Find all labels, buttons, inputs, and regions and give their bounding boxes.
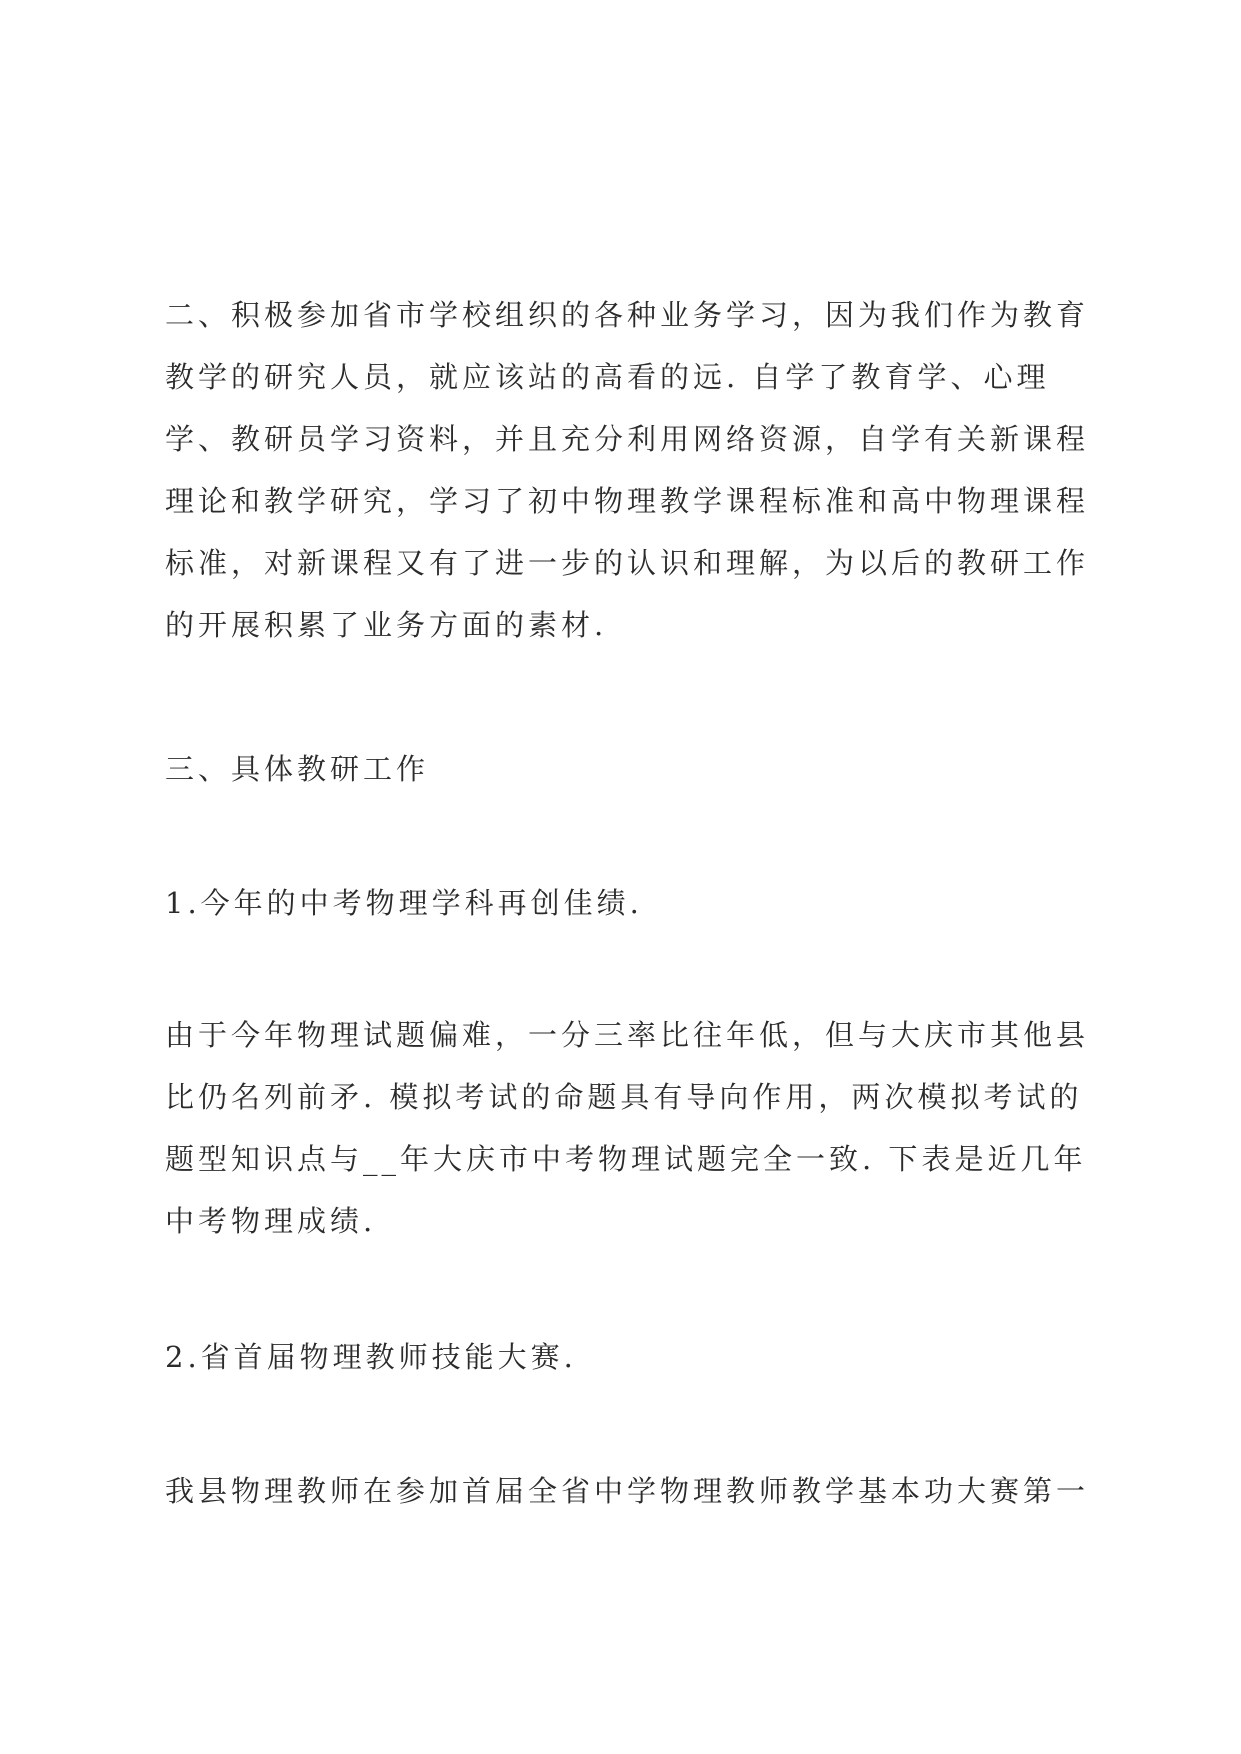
paragraph-exam-results xyxy=(165,1004,1095,1252)
item-heading xyxy=(165,1326,1095,1388)
paragraph-line: 中考物理成绩. xyxy=(165,1204,377,1238)
paragraph-line: 比仍名列前矛. 模拟考试的命题具有导向作用，两次模拟考试的 xyxy=(165,1080,1083,1114)
paragraph-line: 我县物理教师在参加首届全省中学物理教师教学基本功大赛第一 xyxy=(165,1474,1090,1508)
paragraph-line: 教学的研究人员，就应该站的高看的远. 自学了教育学、心理 xyxy=(165,360,1050,394)
paragraph-line: 理论和教学研究，学习了初中物理教学课程标准和高中物理课程 xyxy=(165,484,1090,518)
paragraph-line: 二、积极参加省市学校组织的各种业务学习，因为我们作为教育 xyxy=(165,298,1090,332)
item-heading-text: 2.省首届物理教师技能大赛. xyxy=(165,1340,577,1374)
paragraph-line: 的开展积累了业务方面的素材. xyxy=(165,608,608,642)
section-heading-text: 三、具体教研工作 xyxy=(165,752,430,786)
paragraph-line: 学、教研员学习资料，并且充分利用网络资源，自学有关新课程 xyxy=(165,422,1090,456)
section-heading xyxy=(165,738,1095,800)
paragraph-line: 标准，对新课程又有了进一步的认识和理解，为以后的教研工作 xyxy=(165,546,1090,580)
paragraph-competition xyxy=(165,1460,1095,1522)
paragraph-line: 题型知识点与__年大庆市中考物理试题完全一致. 下表是近几年 xyxy=(165,1142,1087,1176)
item-heading xyxy=(165,872,1095,934)
paragraph-line: 由于今年物理试题偏难，一分三率比往年低，但与大庆市其他县 xyxy=(165,1018,1090,1052)
paragraph-study xyxy=(165,284,1095,656)
item-heading-text: 1.今年的中考物理学科再创佳绩. xyxy=(165,886,643,920)
